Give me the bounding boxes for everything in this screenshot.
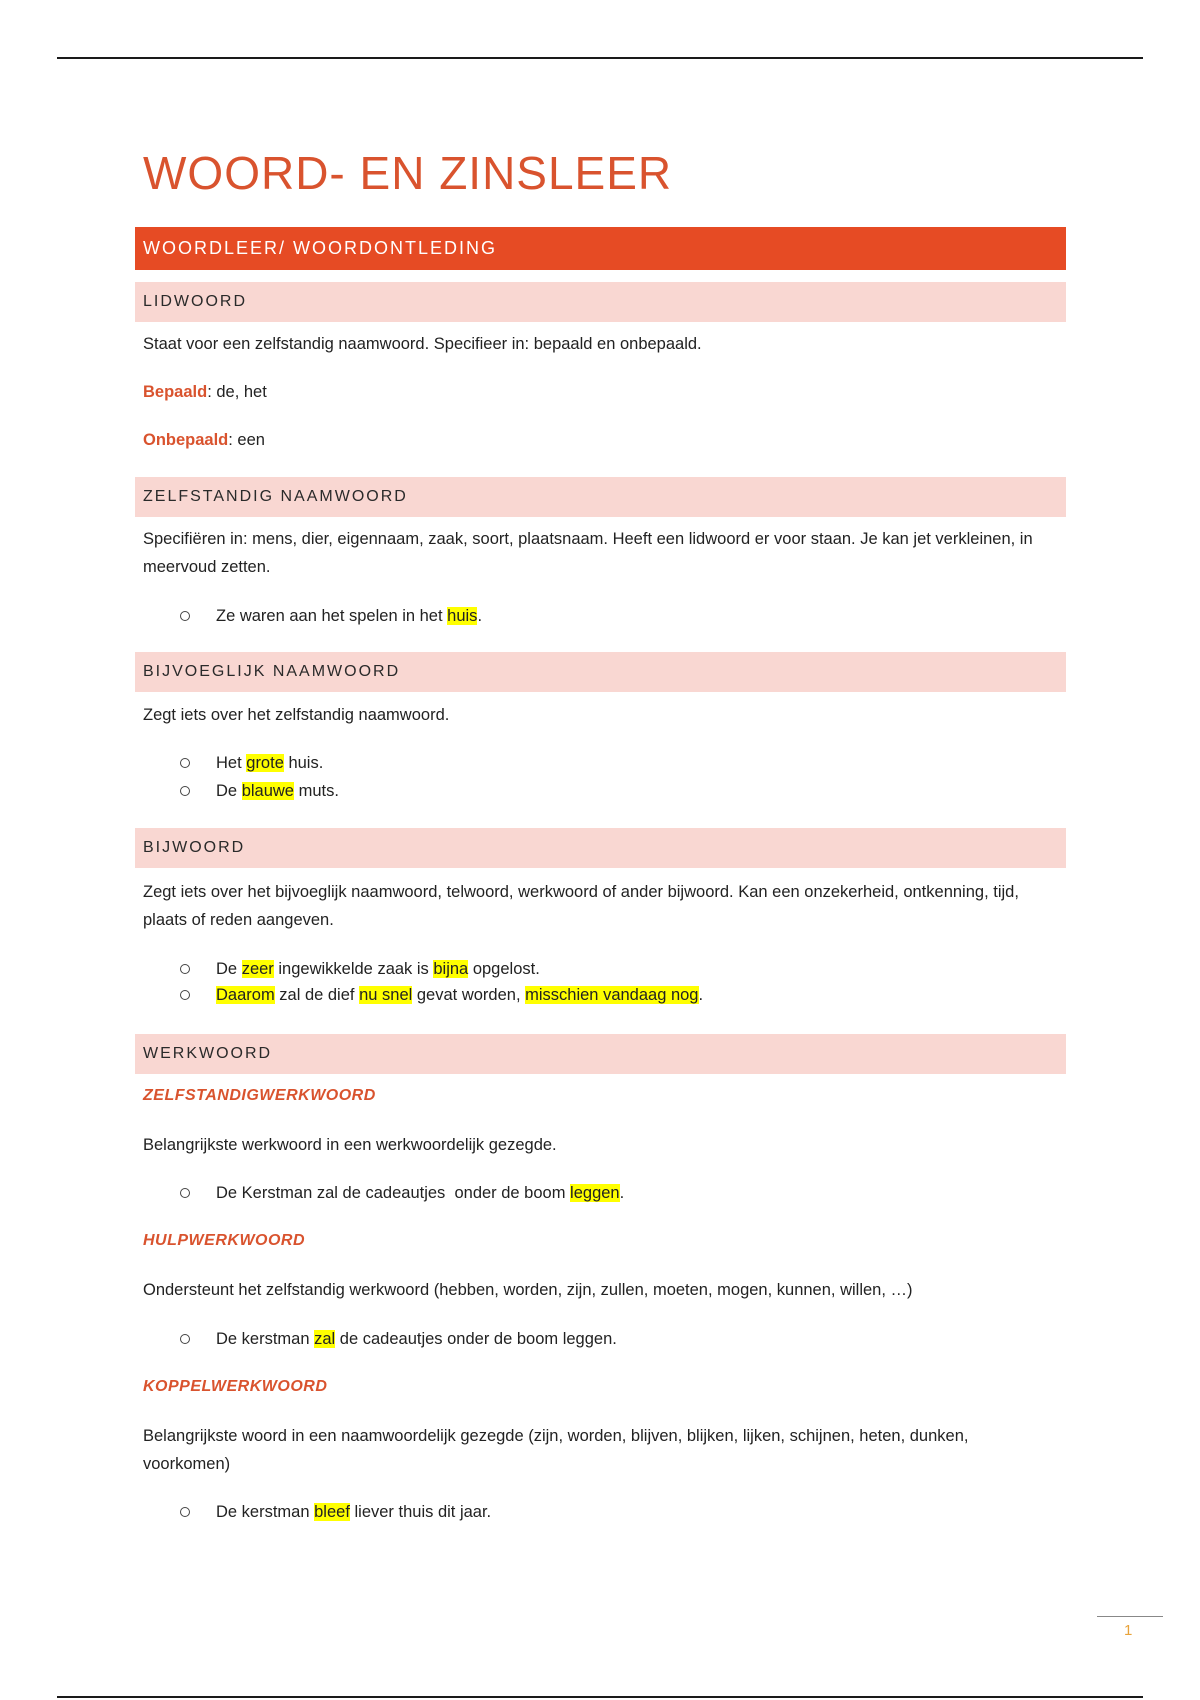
heading-werkwoord: WERKWOORD <box>135 1034 1066 1074</box>
lidwoord-text: Staat voor een zelfstandig naamwoord. Specifieer in: bepaald en onbepaald. <box>143 335 702 353</box>
subheading-hulpwerkwoord: HULPWERKWOORD <box>143 1232 306 1249</box>
list-item: De kerstman bleef liever thuis dit jaar. <box>180 1499 1060 1525</box>
list-item: Het grote huis. <box>180 750 1060 776</box>
koppelwerkwoord-text: Belangrijkste woord in een naamwoordelijk gezegde (zijn, worden, blijven, blijken, lijken, schijnen, heten, dunken, voorkomen) <box>143 1427 969 1473</box>
subheading-koppelwerkwoord: KOPPELWERKWOORD <box>143 1378 328 1395</box>
list-item: De zeer ingewikkelde zaak is bijna opgelost. <box>180 956 1060 982</box>
section-heading: WOORDLEER/ WOORDONTLEDING <box>135 227 1066 270</box>
highlight: blauwe <box>241 782 294 800</box>
page-number-rule <box>1097 1616 1163 1617</box>
list-item: De kerstman zal de cadeautjes onder de boom leggen. <box>180 1326 1060 1352</box>
page-number: 1 <box>1124 1622 1133 1639</box>
lidwoord-onbepaald <box>143 426 1058 454</box>
hulpwerkwoord-text: Ondersteunt het zelfstandig werkwoord (hebben, worden, zijn, zullen, moeten, mogen, kunnen, willen, …) <box>143 1281 913 1299</box>
highlight: Daarom <box>216 986 275 1004</box>
bepaald-value: : de, het <box>207 383 267 401</box>
onbepaald-value: : een <box>228 431 265 449</box>
header-rule <box>57 57 1143 59</box>
zelfstandig-naamwoord-text: Specifiëren in: mens, dier, eigennaam, zaak, soort, plaatsnaam. Heeft een lidwoord er voor staan. Je kan jet verkleinen, in meervoud zetten. <box>143 530 1033 576</box>
heading-lidwoord: LIDWOORD <box>135 282 1066 322</box>
list-item: Ze waren aan het spelen in het huis. <box>180 603 1060 629</box>
highlight: zeer <box>241 960 274 978</box>
heading-bijwoord: BIJWOORD <box>135 828 1066 868</box>
bullet-circle-icon <box>180 1334 190 1344</box>
highlight: bleef <box>314 1503 350 1521</box>
bullet-circle-icon <box>180 1507 190 1517</box>
bullet-circle-icon <box>180 611 190 621</box>
bullet-circle-icon <box>180 786 190 796</box>
heading-bijvoeglijk-naamwoord: BIJVOEGLIJK NAAMWOORD <box>135 652 1066 692</box>
list-item: Daarom zal de dief nu snel gevat worden, misschien vandaag nog. <box>180 982 1060 1008</box>
bullet-circle-icon <box>180 964 190 974</box>
highlight: huis <box>447 607 478 625</box>
highlight: leggen <box>570 1184 620 1202</box>
bullet-circle-icon <box>180 1188 190 1198</box>
bullet-circle-icon <box>180 758 190 768</box>
highlight: bijna <box>433 960 469 978</box>
list-item: De Kerstman zal de cadeautjes onder de boom leggen. <box>180 1180 1060 1206</box>
heading-zelfstandig-naamwoord: ZELFSTANDIG NAAMWOORD <box>135 477 1066 517</box>
highlight: nu snel <box>359 986 413 1004</box>
highlight: zal <box>314 1330 336 1348</box>
bullet-circle-icon <box>180 990 190 1000</box>
zelfstandigwerkwoord-text: Belangrijkste werkwoord in een werkwoordelijk gezegde. <box>143 1136 557 1154</box>
highlight: grote <box>246 754 284 772</box>
lidwoord-bepaald <box>143 378 1058 406</box>
subheading-zelfstandigwerkwoord: ZELFSTANDIGWERKWOORD <box>143 1087 376 1104</box>
document-title: WOORD- EN ZINSLEER <box>143 147 673 199</box>
bijvoeglijk-naamwoord-text: Zegt iets over het zelfstandig naamwoord. <box>143 706 450 724</box>
onbepaald-label: Onbepaald <box>143 431 229 449</box>
bepaald-label: Bepaald <box>143 383 208 401</box>
footer-rule <box>57 1696 1143 1698</box>
bijwoord-text: Zegt iets over het bijvoeglijk naamwoord, telwoord, werkwoord of ander bijwoord. Kan een onzekerheid, ontkenning, tijd, plaats of reden aangeven. <box>143 883 1019 929</box>
list-item: De blauwe muts. <box>180 778 1060 804</box>
highlight: misschien vandaag nog <box>525 986 699 1004</box>
